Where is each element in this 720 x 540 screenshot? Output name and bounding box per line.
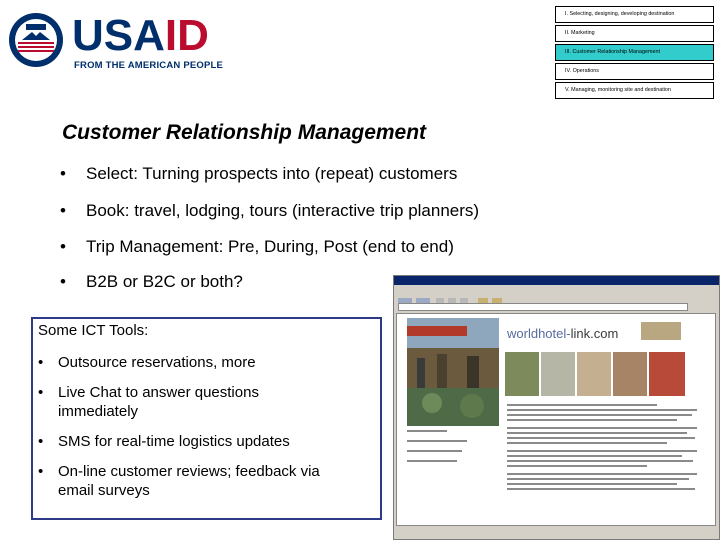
logo-wordmark: USAID [72, 11, 209, 60]
browser-statusbar [394, 527, 719, 539]
tool-item: • SMS for real-time logistics updates [38, 433, 290, 450]
site-photo-strip [505, 352, 685, 396]
nav-item-operations[interactable]: IV. Operations [555, 63, 714, 80]
section-nav [555, 6, 714, 98]
tool-item: • Outsource reservations, more [38, 354, 256, 371]
city-photo [407, 318, 499, 426]
site-name: worldhotel-link.com [507, 326, 619, 341]
site-text-block [507, 404, 707, 522]
browser-toolbar [394, 293, 719, 302]
usaid-logo [8, 11, 224, 71]
bullet-item: • Select: Turning prospects into (repeat) customers [60, 164, 458, 183]
nav-item-selecting[interactable]: I. Selecting, designing, developing destination [555, 6, 714, 23]
tool-item: • Live Chat to answer questions immediately [38, 384, 259, 420]
tool-item: • On-line customer reviews; feedback via email surveys [38, 463, 320, 499]
nav-item-managing[interactable]: V. Managing, monitoring site and destination [555, 82, 714, 99]
bullet-item: • B2B or B2C or both? [60, 272, 243, 291]
logo-tagline: FROM THE AMERICAN PEOPLE [74, 60, 224, 71]
nav-item-marketing[interactable]: II. Marketing [555, 25, 714, 42]
browser-menu [394, 285, 719, 293]
nav-item-crm[interactable]: III. Customer Relationship Management [555, 44, 714, 61]
browser-address-bar [394, 302, 719, 312]
site-badge [641, 322, 681, 340]
browser-page [396, 313, 716, 526]
browser-titlebar [394, 276, 719, 285]
usaid-seal-icon [8, 12, 64, 68]
site-left-links [407, 430, 499, 470]
ict-tools-box [31, 317, 382, 520]
slide-number: 18 [668, 508, 682, 522]
bullet-item: • Book: travel, lodging, tours (interactive trip planners) [60, 201, 480, 220]
page-title: Customer Relationship Management [62, 121, 427, 144]
tools-heading: Some ICT Tools: [38, 322, 149, 339]
bullet-item: • Trip Management: Pre, During, Post (end to end) [60, 237, 454, 256]
website-screenshot [393, 275, 720, 540]
